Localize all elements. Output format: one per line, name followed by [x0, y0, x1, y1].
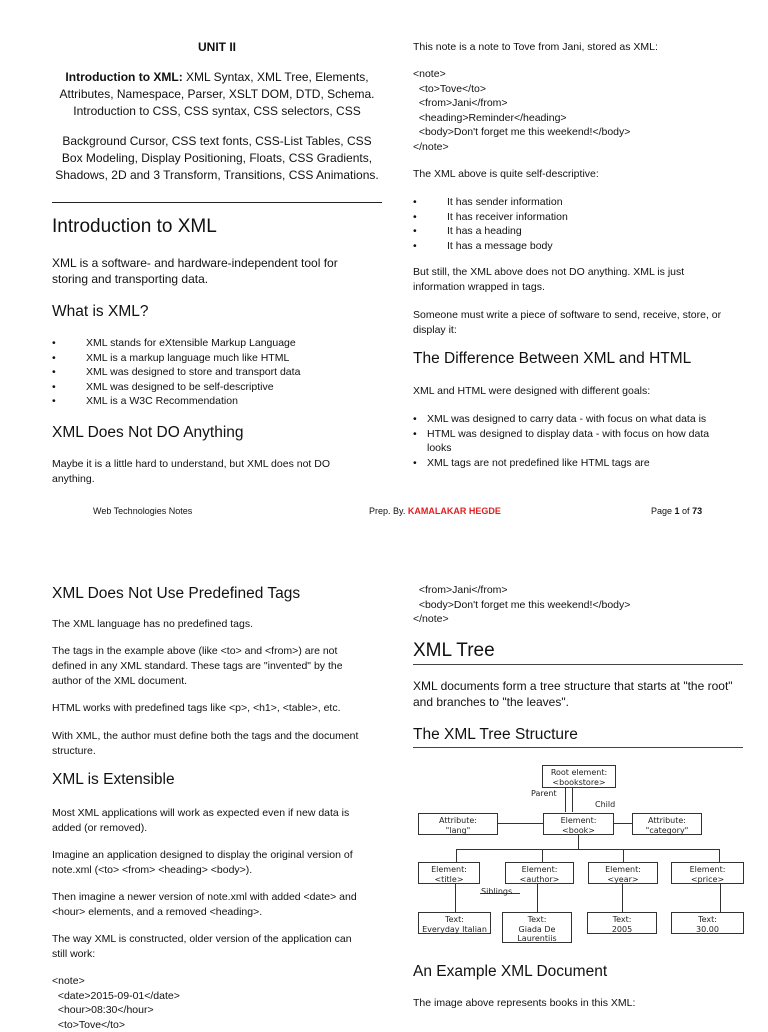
predef-paragraph-1: The XML language has no predefined tags.	[52, 617, 253, 632]
connector-line	[537, 884, 538, 912]
list-item: • XML was designed to be self-descriptive	[52, 380, 382, 395]
connector-line	[719, 849, 720, 862]
parent-label: Parent	[531, 789, 557, 798]
footer-page-label: Page	[651, 506, 675, 516]
connector-line	[456, 849, 457, 862]
connector-line	[623, 849, 624, 862]
siblings-label: Siblings	[481, 887, 512, 896]
node-label: <bookstore>	[543, 778, 615, 788]
note-intro: This note is a note to Tove from Jani, stored as XML:	[413, 40, 733, 55]
code-line: <note>	[413, 67, 630, 82]
node-label: Text:	[588, 915, 656, 925]
list-item: • XML is a W3C Recommendation	[52, 394, 382, 409]
node-label: Element:	[506, 865, 573, 875]
tree-node-author	[505, 862, 574, 884]
tree-node-root	[542, 765, 616, 788]
heading-no-predefined-tags: XML Does Not Use Predefined Tags	[52, 585, 300, 603]
node-label: Text:	[419, 915, 490, 925]
intro-paragraph: XML is a software- and hardware-independent tool for storing and transporting data.	[52, 255, 372, 287]
node-label: <price>	[672, 875, 743, 885]
unit-title: UNIT II	[52, 40, 382, 54]
node-label: 2005	[588, 925, 656, 935]
node-label: <title>	[419, 875, 479, 885]
heading-difference: The Difference Between XML and HTML	[413, 350, 691, 368]
node-label: Giada De	[503, 925, 571, 935]
list-item: • It has receiver information	[413, 210, 733, 225]
node-label: <year>	[589, 875, 657, 885]
code-line: <note>	[52, 974, 180, 989]
code-line: <heading>Reminder</heading>	[413, 111, 630, 126]
continued-code-block	[413, 583, 630, 627]
tree-node-text-year	[587, 912, 657, 934]
still-paragraph: But still, the XML above does not DO anything. XML is just information wrapped in tags.	[413, 265, 733, 295]
node-label: Element:	[589, 865, 657, 875]
code-line: <from>Jani</from>	[413, 96, 630, 111]
code-line: <hour>08:30</hour>	[52, 1003, 180, 1018]
node-label: "lang"	[419, 826, 497, 836]
node-label: Attribute:	[419, 816, 497, 826]
someone-paragraph: Someone must write a piece of software to send, receive, store, or display it:	[413, 308, 738, 338]
note-code-block	[413, 67, 630, 154]
list-item: • XML tags are not predefined like HTML tags are	[413, 456, 723, 471]
extensible-paragraph-3: Then imagine a newer version of note.xml with added <date> and <hour> elements, and a removed <heading>.	[52, 890, 372, 920]
self-descriptive-list	[413, 195, 733, 253]
what-list	[52, 336, 382, 409]
list-item: • HTML was designed to display data - with focus on how data looks	[413, 427, 723, 456]
tree-node-text-price	[671, 912, 744, 934]
list-item: • XML stands for eXtensible Markup Language	[52, 336, 382, 351]
extensible-paragraph-1: Most XML applications will work as expected even if new data is added (or removed).	[52, 806, 367, 836]
heading-xml-tree: XML Tree	[413, 640, 495, 662]
tree-node-text-author	[502, 912, 572, 943]
node-label: Everyday Italian	[419, 925, 490, 935]
connector-line	[614, 823, 632, 824]
difference-list	[413, 412, 723, 470]
connector-line	[456, 849, 720, 850]
code-line: </note>	[413, 612, 630, 627]
tree-node-attr-category	[632, 813, 702, 835]
extensible-paragraph-2: Imagine an application designed to display the original version of note.xml (<to> <from> <heading> <body>).	[52, 848, 372, 878]
list-item: • XML is a markup language much like HTML	[52, 351, 382, 366]
unit-intro-rest: XML Syntax, XML Tree, Elements, Attributes, Namespace, Parser, XSLT DOM, DTD, Schema. Introduction to CSS, CSS syntax, CSS selectors, CSS	[60, 70, 375, 118]
connector-line	[542, 849, 543, 862]
predef-paragraph-4: With XML, the author must define both the tags and the document structure.	[52, 729, 377, 759]
node-label: Root element:	[543, 768, 615, 778]
footer-author: KAMALAKAR HEGDE	[408, 506, 501, 516]
footer-page	[651, 506, 702, 516]
code-line: <from>Jani</from>	[413, 583, 630, 598]
example-paragraph: The image above represents books in this XML:	[413, 996, 635, 1011]
tree-node-text-title	[418, 912, 491, 934]
unit-intro-bold: Introduction to XML:	[65, 70, 182, 84]
tree-node-book	[543, 813, 614, 835]
extensible-paragraph-4: The way XML is constructed, older version of the application can still work:	[52, 932, 367, 962]
self-descriptive-text: The XML above is quite self-descriptive:	[413, 167, 599, 182]
node-label: Text:	[503, 915, 571, 925]
list-item: • It has sender information	[413, 195, 733, 210]
connector-line	[622, 884, 623, 912]
code-line: <to>Tove</to>	[52, 1018, 180, 1032]
node-label: Laurentiis	[503, 934, 571, 944]
footer-prep-label: Prep. By.	[369, 506, 408, 516]
node-label: 30.00	[672, 925, 743, 935]
tree-paragraph: XML documents form a tree structure that starts at "the root" and branches to "the leaves".	[413, 678, 733, 710]
connector-line	[720, 884, 721, 912]
footer-page-of: of	[680, 506, 693, 516]
tree-node-title	[418, 862, 480, 884]
divider	[413, 747, 743, 748]
connector-line	[572, 788, 573, 812]
predef-paragraph-3: HTML works with predefined tags like <p>, <h1>, <table>, etc.	[52, 701, 372, 716]
footer-page-number: 1	[675, 506, 680, 516]
heading-tree-structure: The XML Tree Structure	[413, 726, 578, 744]
tree-node-year	[588, 862, 658, 884]
footer-page-total: 73	[692, 506, 702, 516]
footer-prep	[369, 506, 501, 516]
divider	[413, 664, 743, 665]
does-not-paragraph: Maybe it is a little hard to understand, but XML does not DO anything.	[52, 457, 352, 487]
connector-line	[455, 884, 456, 912]
code-line: <body>Don't forget me this weekend!</body>	[413, 598, 630, 613]
list-item: • XML was designed to store and transport data	[52, 365, 382, 380]
connector-line	[498, 823, 543, 824]
node-label: Text:	[672, 915, 743, 925]
code-line: <to>Tove</to>	[413, 82, 630, 97]
code-line: </note>	[413, 140, 630, 155]
css-topics: Background Cursor, CSS text fonts, CSS-List Tables, CSS Box Modeling, Display Positioning, Floats, CSS Gradients, Shadows, 2D and 3 Transform, Transitions, CSS Animations.	[52, 133, 382, 184]
node-label: Element:	[419, 865, 479, 875]
node-label: "category"	[633, 826, 701, 836]
node-label: Element:	[544, 816, 613, 826]
connector-line	[578, 835, 579, 849]
list-item: • It has a message body	[413, 239, 733, 254]
heading-example-document: An Example XML Document	[413, 963, 607, 981]
code-line: <body>Don't forget me this weekend!</body>	[413, 125, 630, 140]
extensible-code-block	[52, 974, 180, 1032]
divider	[52, 202, 382, 203]
list-item: • XML was designed to carry data - with focus on what data is	[413, 412, 723, 427]
heading-does-not-do: XML Does Not DO Anything	[52, 424, 244, 442]
node-label: Element:	[672, 865, 743, 875]
heading-what-is-xml: What is XML?	[52, 303, 148, 321]
unit-intro	[52, 69, 382, 120]
tree-node-attr-lang	[418, 813, 498, 835]
connector-line	[565, 788, 566, 812]
code-line: <date>2015-09-01</date>	[52, 989, 180, 1004]
tree-node-price	[671, 862, 744, 884]
node-label: Attribute:	[633, 816, 701, 826]
node-label: <book>	[544, 826, 613, 836]
heading-intro-xml: Introduction to XML	[52, 216, 217, 238]
list-item: • It has a heading	[413, 224, 733, 239]
predef-paragraph-2: The tags in the example above (like <to> and <from>) are not defined in any XML standard. These tags are "invented" by the author of the XML document.	[52, 644, 362, 689]
difference-intro: XML and HTML were designed with different goals:	[413, 384, 650, 399]
footer-left: Web Technologies Notes	[93, 506, 192, 516]
node-label: <author>	[506, 875, 573, 885]
heading-extensible: XML is Extensible	[52, 771, 175, 789]
child-label: Child	[595, 800, 615, 809]
